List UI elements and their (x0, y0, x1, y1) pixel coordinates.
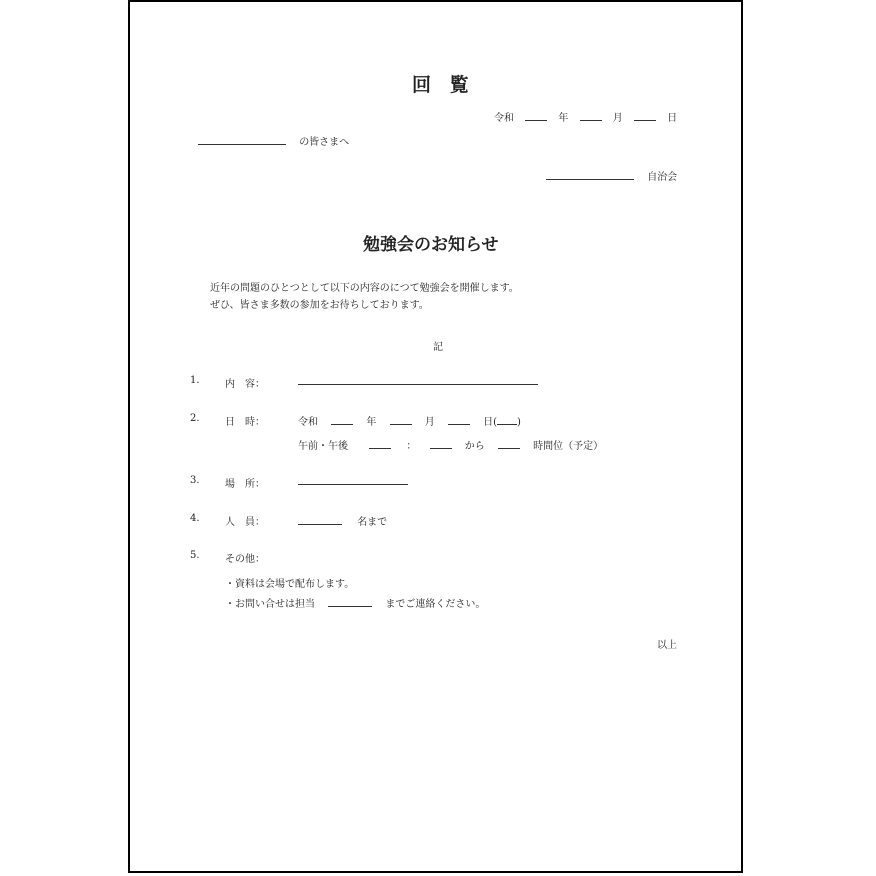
item-people-label: 人 員： (225, 517, 265, 528)
item-datetime-label: 日 時： (225, 417, 265, 428)
ki-marker: 記 (433, 342, 443, 353)
bullet2-prefix: ・お問い合せは担当 (225, 599, 315, 610)
day-blank (634, 111, 656, 121)
sender-suffix: 自治会 (647, 172, 678, 183)
date-year-label: 年 (558, 113, 569, 124)
weekday-paren-close: ) (517, 417, 521, 428)
bullet2-suffix: までご連絡ください。 (385, 599, 486, 610)
datetime-day: 日 (483, 417, 494, 428)
place-blank (298, 475, 408, 485)
recipient-suffix: の皆さまへ (299, 137, 350, 148)
document-page (128, 0, 743, 873)
datetime-year-blank (331, 415, 353, 425)
datetime-month: 月 (424, 417, 435, 428)
item-place-num: 3. (190, 475, 200, 486)
datetime-colon: ： (406, 441, 417, 452)
datetime-era: 令和 (298, 417, 318, 428)
datetime-month-blank (390, 415, 412, 425)
notice-title: 勉強会のお知らせ (363, 235, 499, 255)
month-blank (580, 111, 602, 121)
body-line-2: ぜひ、皆さま多数の参加をお待ちしております。 (210, 300, 429, 311)
recipient-line (198, 133, 349, 148)
weekday-blank (497, 415, 517, 425)
datetime-ampm: 午前・午後 (298, 441, 348, 452)
circular-title: 回 覧 (412, 74, 475, 96)
recipient-blank (198, 135, 286, 145)
item-place-label: 場 所： (225, 479, 265, 490)
other-bullet-2 (225, 595, 485, 610)
closing-ijou: 以上 (657, 640, 677, 651)
datetime-day-blank (448, 415, 470, 425)
item-datetime-num: 2. (190, 413, 200, 424)
item-other-num: 5. (190, 550, 200, 561)
minute-blank (430, 439, 452, 449)
item-content-num: 1. (190, 375, 200, 386)
datetime-time-line (298, 437, 603, 452)
datetime-from: から (464, 441, 485, 452)
weekday-paren-open: ( (493, 417, 498, 428)
sender-blank (546, 170, 634, 180)
body-line-1: 近年の問題のひとつとして以下の内容のにつて勉強会を開催します。 (210, 283, 519, 294)
datetime-date-line (298, 413, 521, 428)
item-content-label: 内 容： (225, 379, 265, 390)
year-blank (525, 111, 547, 121)
item-other-label: その他： (225, 554, 265, 565)
date-line (494, 109, 677, 124)
duration-blank (498, 439, 520, 449)
people-suffix: 名まで (357, 517, 388, 528)
contact-person-blank (328, 597, 372, 607)
datetime-suffix: 時間位（予定） (533, 441, 604, 452)
datetime-year: 年 (366, 417, 377, 428)
people-blank (298, 515, 342, 525)
sender-line (546, 168, 677, 183)
date-month-label: 月 (612, 113, 623, 124)
date-era: 令和 (494, 113, 514, 124)
content-blank (298, 375, 538, 385)
item-people-num: 4. (190, 513, 200, 524)
other-bullet-1: ・資料は会場で配布します。 (225, 579, 355, 590)
date-day-label: 日 (667, 113, 678, 124)
hour-blank (369, 439, 391, 449)
people-line (298, 513, 387, 528)
